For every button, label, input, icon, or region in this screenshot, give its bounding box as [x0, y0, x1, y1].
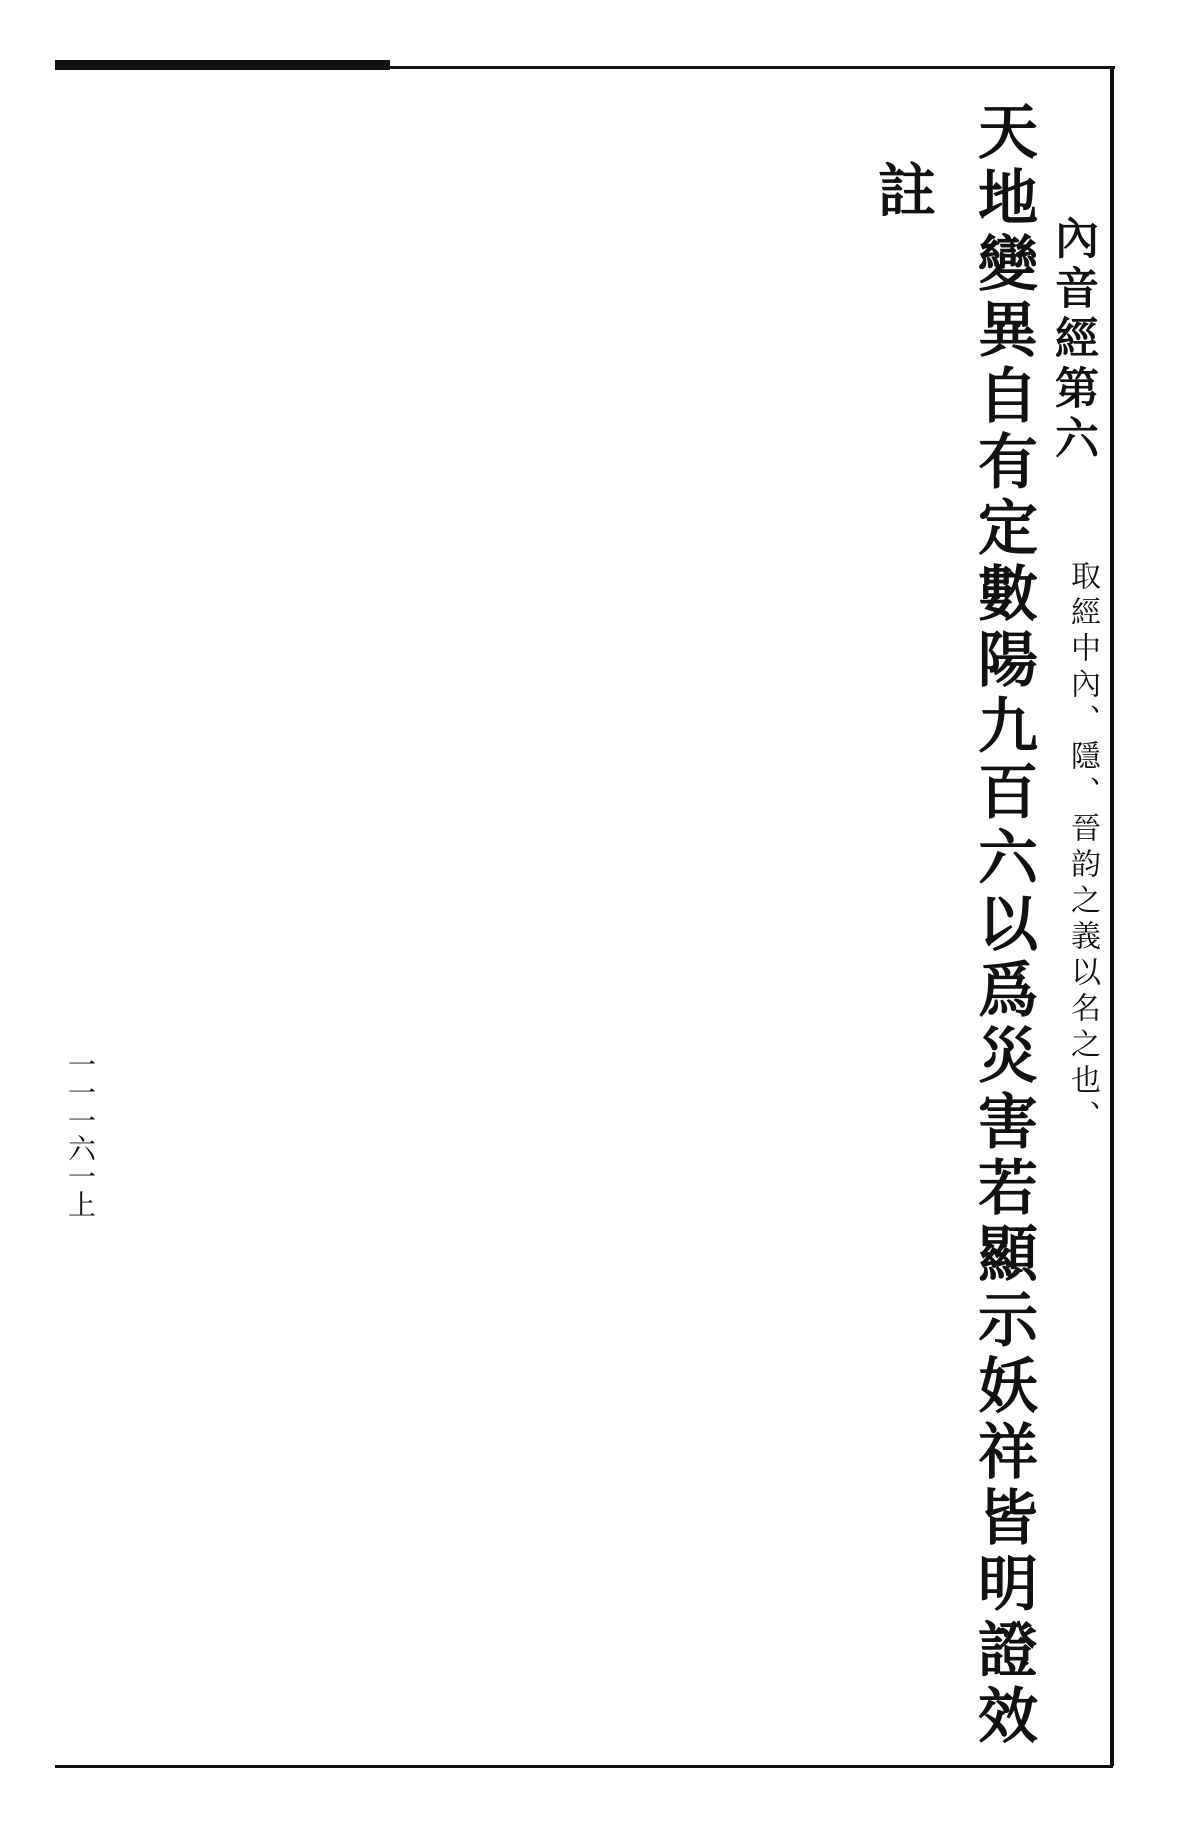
margin-page-ref: 一一一六一上	[64, 1050, 97, 1218]
frame-top-rule	[390, 66, 1115, 69]
frame-bottom-rule	[55, 1765, 1113, 1768]
frame-right-rule	[1110, 66, 1114, 1766]
frame-top-thick-rule	[55, 60, 390, 70]
page-title: 天地變異自有定數陽九百六以爲災害若顯示妖祥皆明證效	[968, 100, 1038, 1750]
commentary-label: 註	[868, 160, 936, 224]
chapter-heading: 內音經第六	[1047, 215, 1098, 465]
chapter-note: 取經中內、隱、晉韵之義以名之也、	[1065, 560, 1100, 1136]
left-margin	[20, 100, 97, 1800]
